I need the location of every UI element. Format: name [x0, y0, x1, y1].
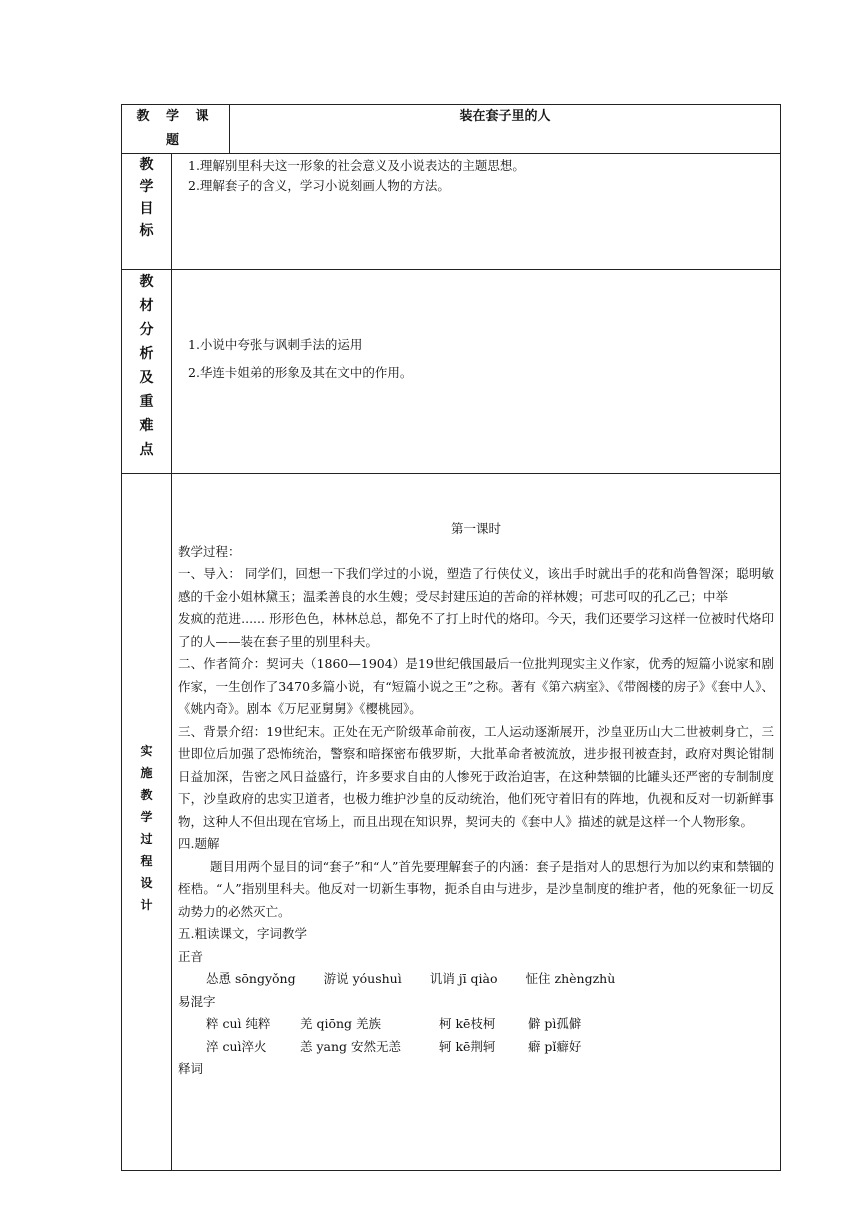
process-label-char: 实 [140, 744, 153, 758]
definitions-heading: 释词 [178, 1061, 204, 1076]
confusable-row [178, 1013, 774, 1036]
pronunciation-row [178, 968, 774, 991]
process-label-char: 过 [140, 832, 153, 846]
confusable-item: 羌 qiōng 羌族 [299, 1016, 382, 1031]
pronunciation-heading: 正音 [178, 948, 204, 964]
topic-label: 教 学 课 题 [122, 105, 230, 154]
materials-label [122, 270, 172, 474]
goal-item: 2.理解套子的含义，学习小说刻画人物的方法。 [188, 178, 450, 193]
materials-label-char: 重 [139, 394, 154, 410]
confusable-item: 柯 kē枝柯 [438, 1016, 496, 1031]
confusable-item: 恙 yang 安然无恙 [299, 1038, 401, 1054]
background-paragraph: 三、背景介绍：19世纪末。正处在无产阶级革命前夜，工人运动逐渐展开，沙皇亚历山大二世被刺身亡，三世即位后加强了恐怖统治，警察和暗探密布俄罗斯，大批革命者被流放，进步报刊被查封，政府对舆论钳制日益加深，告密之风日益盛行，许多要求自由的人惨死于政治迫害，在这种禁锢的比罐头还严密的专制制度下，沙皇政府的忠实卫道者，也极力维护沙皇的反动统治，他们死守着旧有的阵地，仇视和反对一切新鲜事物，这种人不但出现在官场上，而且出现在知识界，契诃夫的《套中人》描述的就是这样一个人物形象。 [178, 723, 774, 829]
materials-label-char: 材 [139, 298, 154, 314]
intro-paragraph-cont: 发疯的范进...... 形形色色，林林总总，都免不了打上时代的烙印。今天，我们还要学习这样一位被时代烙印了的人——装在套子里的别里科夫。 [178, 611, 774, 649]
confusable-item: 轲 kē荆轲 [438, 1038, 496, 1054]
process-label-char: 设 [140, 876, 153, 890]
pronunciation-item: 讥诮 jī qiào [429, 971, 498, 986]
confusable-item: 淬 cuì淬火 [206, 1038, 267, 1054]
materials-label-char: 析 [139, 346, 154, 362]
pronunciation-item: 游说 yóushuì [323, 971, 402, 986]
process-label-char: 教 [140, 788, 153, 802]
header-row [122, 105, 781, 154]
process-heading: 教学过程： [178, 543, 241, 559]
materials-label-char: 点 [139, 442, 154, 458]
process-label-char: 施 [140, 766, 153, 780]
pronunciation-item: 怂恿 sōngyǒng [206, 971, 296, 986]
materials-label-char: 及 [139, 370, 154, 386]
goals-row [122, 154, 781, 270]
material-item: 1.小说中夸张与讽刺手法的运用 [188, 337, 363, 352]
goals-label-char: 目 [139, 201, 154, 217]
process-label-char: 学 [140, 810, 153, 824]
goals-label-char: 学 [139, 179, 154, 195]
lesson-plan-table [121, 104, 781, 1171]
confusable-item: 癖 pǐ癖好 [527, 1038, 582, 1054]
author-paragraph: 二、作者简介：契诃夫（1860—1904）是19世纪俄国最后一位批判现实主义作家，优秀的短篇小说家和剧作家，一生创作了3470多篇小说，有“短篇小说之王”之称。著有《第六病室》、《带阁楼的房子》《套中人》、《姚内奇》。剧本《万尼亚舅舅》《樱桃园》。 [178, 656, 774, 716]
confusable-item: 粹 cuì 纯粹 [206, 1016, 271, 1031]
title-paragraph: 题目用两个显目的词“套子”和“人”首先要理解套子的内涵：套子是指对人的思想行为加以约束和禁锢的桎梏。“人”指别里科夫。他反对一切新生事物，扼杀自由与进步，是沙皇制度的维护者，他的死象征一切反动势力的必然灭亡。 [178, 858, 774, 919]
goal-item: 1.理解别里科夫这一形象的社会意义及小说表达的主题思想。 [188, 158, 525, 173]
lesson-title: 第一课时 [450, 521, 501, 536]
confusable-row [178, 1036, 774, 1059]
goals-label-char: 教 [139, 157, 154, 173]
materials-label-char: 分 [139, 322, 154, 338]
topic-title: 装在套子里的人 [230, 105, 781, 154]
materials-label-char: 教 [139, 274, 154, 290]
title-heading: 四.题解 [178, 836, 220, 851]
process-label [122, 474, 172, 1171]
material-item: 2.华连卡姐弟的形象及其在文中的作用。 [188, 365, 413, 380]
process-label-char: 计 [140, 898, 153, 912]
intro-paragraph: 一、导入： 同学们，回想一下我们学过的小说，塑造了行侠仗义，该出手时就出手的花和尚鲁智深；聪明敏感的千金小姐林黛玉；温柔善良的水生嫂；受尽封建压迫的苦命的祥林嫂；可悲可叹的孔乙己；中举 [178, 566, 774, 604]
process-row [122, 474, 781, 1171]
goals-content [172, 154, 781, 270]
materials-row [122, 270, 781, 474]
pronunciation-item: 怔住 zhèngzhù [525, 971, 616, 986]
materials-content [172, 270, 781, 474]
goals-label-char: 标 [139, 223, 154, 239]
materials-label-char: 难 [139, 418, 154, 434]
confusable-item: 僻 pì孤僻 [527, 1016, 582, 1031]
goals-label [122, 154, 172, 270]
confusable-heading: 易混字 [178, 993, 216, 1009]
process-content [172, 474, 781, 1171]
reading-heading: 五.粗读课文，字词教学 [178, 926, 307, 941]
process-label-char: 程 [140, 854, 153, 868]
